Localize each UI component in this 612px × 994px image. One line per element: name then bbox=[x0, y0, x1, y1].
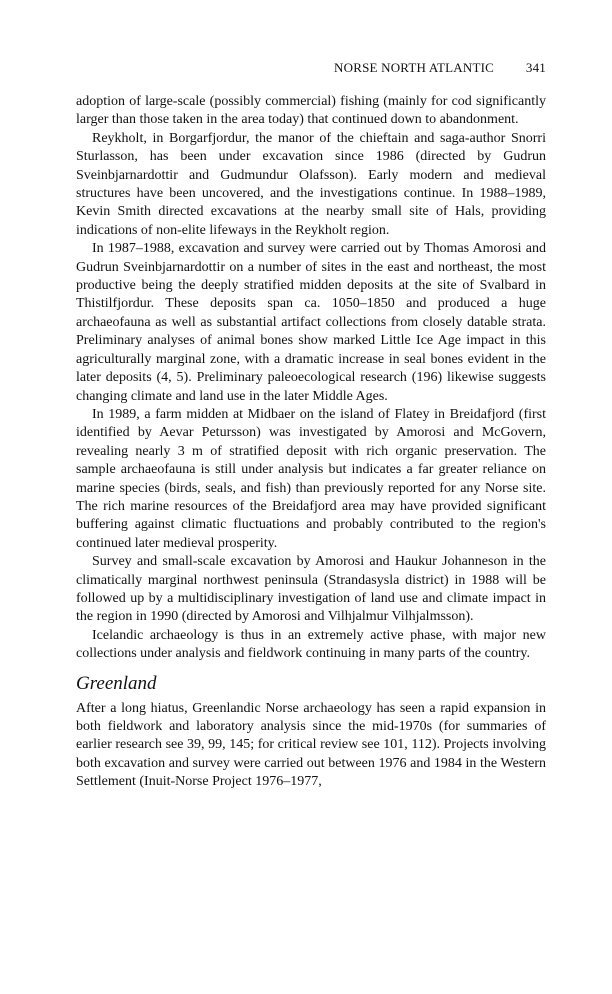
paragraph-greenland: After a long hiatus, Greenlandic Norse archaeology has seen a rapid expansion in both fieldwork and laboratory analysis since the mid-1970s (for summaries of earlier research see 39, 99, 145; for critical review see 101, 112). Projects involving both excavation and survey were carried out between 1976 and 1984 in the Western Settlement (Inuit-Norse Project 1976–1977, bbox=[76, 700, 546, 790]
page-number: 341 bbox=[525, 60, 546, 75]
paragraph-flatey: In 1989, a farm midden at Midbaer on the island of Flatey in Breidafjord (first identified by Aevar Petursson) was investigated by Amorosi and McGovern, revealing nearly 3 m of stratified deposit with rich organic preservation. The sample archaeofauna is still under analysis but indicates a far greater reliance on marine species (birds, seals, and fish) than previously reported for any Norse site. The rich marine resources of the Breidafjord area may have provided significant buffering against climatic fluctuations and probably contributed to the region's continued later medieval prosperity. bbox=[76, 406, 546, 551]
body-text bbox=[76, 93, 546, 792]
section-heading-greenland: Greenland bbox=[76, 672, 157, 694]
paragraph-strandasysla: Survey and small-scale excavation by Amorosi and Haukur Johanneson in the climatically marginal northwest peninsula (Strandasysla district) in 1988 will be followed up by a multidisciplinary investigation of land use and climate impact in the region in 1990 (directed by Amorosi and Vilhjalmur Vilhjalmsson). bbox=[76, 554, 546, 625]
paragraph-continued: adoption of large-scale (possibly commercial) fishing (mainly for cod significantly larger than those taken in the area today) that continued down to abandonment. bbox=[76, 94, 546, 128]
paragraph-icelandic-summary: Icelandic archaeology is thus in an extremely active phase, with major new collections under analysis and fieldwork continuing in many parts of the country. bbox=[76, 627, 546, 662]
paragraph-reykholt: Reykholt, in Borgarfjordur, the manor of the chieftain and saga-author Snorri Sturlasson, has been under excavation since 1986 (directed by Gudrun Sveinbjarnardottir and Gudmundur Olafsson). Early modern and medieval structures have been uncovered, and the investigations continue. In 1988–1989, Kevin Smith directed excavations at the nearby small site of Hals, providing indications of non-elite lifeways in the Reykholt region. bbox=[76, 130, 546, 238]
paragraph-svalbard: In 1987–1988, excavation and survey were carried out by Thomas Amorosi and Gudrun Sveinbjarnardottir on a number of sites in the east and northeast, the most productive being the deeply stratified midden deposits at the site of Svalbard in Thistilfjordur. These deposits span ca. 1050–1850 and produced a huge archaeofauna as well as substantial artifact collections from closely datable strata. Preliminary analyses of animal bones show marked Little Ice Age impact in this agriculturally marginal zone, with a dramatic increase in seal bones evident in the later deposits (4, 5). Preliminary paleoecological research (196) likewise suggests changing climate and land use in the later Middle Ages. bbox=[76, 241, 546, 404]
running-head bbox=[76, 60, 546, 78]
running-head-title: NORSE NORTH ATLANTIC bbox=[334, 60, 494, 75]
